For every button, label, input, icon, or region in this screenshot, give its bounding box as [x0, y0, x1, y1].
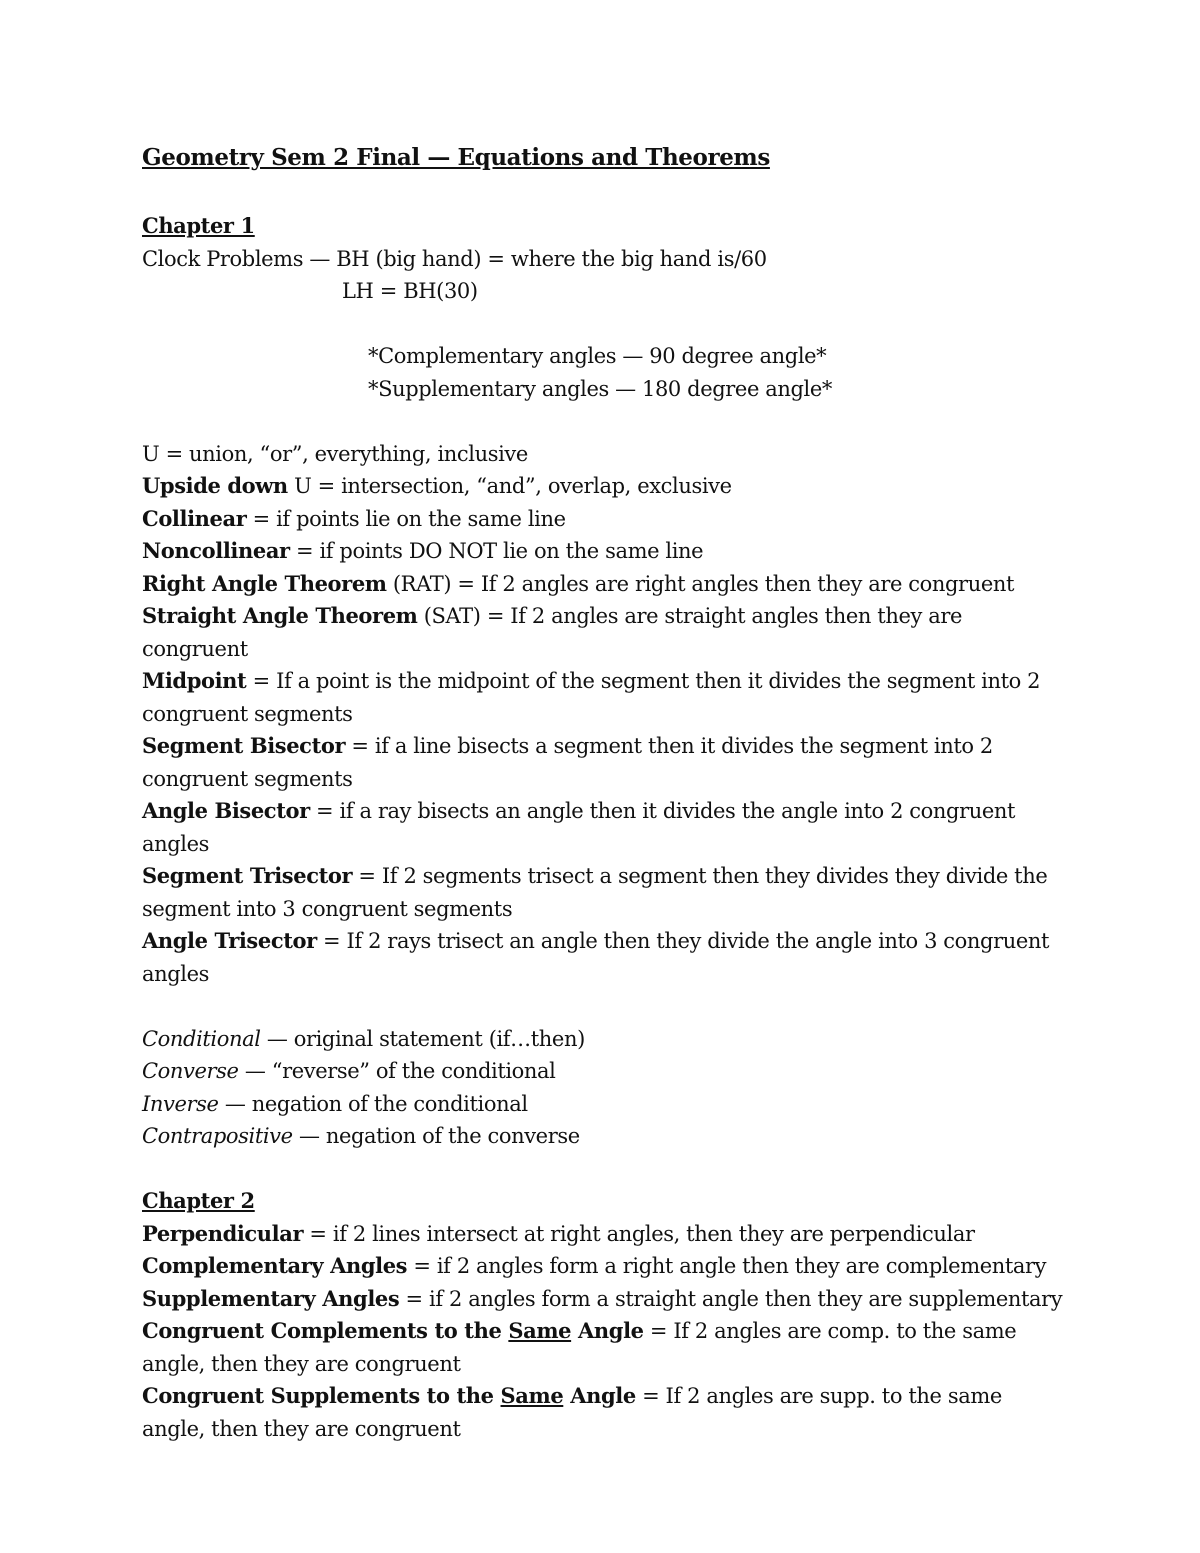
logic-text: — “reverse” of the conditional [238, 1059, 556, 1083]
term-label: Angle [571, 1318, 644, 1343]
clock-problems-line: Clock Problems — BH (big hand) = where the big hand is/60 [142, 246, 767, 271]
definition-text: = If 2 angles are comp. to the same angle, then they are congruent [142, 1319, 1017, 1376]
spacer [142, 178, 1067, 210]
definition-text: = if points lie on the same line [246, 506, 566, 531]
logic-inverse [142, 1088, 1067, 1121]
complementary-note: *Complementary angles — 90 degree angle* [368, 344, 827, 368]
term-label: Straight Angle Theorem [142, 603, 418, 628]
definition-right-angle-theorem [142, 568, 1067, 601]
definition-angle-trisector [142, 925, 1067, 990]
term-label: Segment Trisector [142, 863, 353, 888]
logic-term: Inverse [142, 1091, 219, 1116]
definition-congruent-complements [142, 1315, 1067, 1380]
term-label: Supplementary Angles [142, 1285, 400, 1311]
spacer [142, 1153, 1067, 1186]
supplementary-note: *Supplementary angles — 180 degree angle* [368, 376, 832, 401]
term-label: Complementary Angles [142, 1253, 408, 1278]
term-label: Angle Bisector [142, 798, 310, 823]
definition-noncollinear [142, 535, 1067, 568]
definition-text: (RAT) = If 2 angles are right angles then they are congruent [386, 571, 1015, 596]
term-emphasis: Same [500, 1383, 564, 1408]
definition-midpoint [142, 665, 1067, 730]
term-emphasis: Same [508, 1318, 572, 1343]
definition-text: = If a point is the midpoint of the segment then it divides the segment into 2 congruent segments [142, 669, 1041, 726]
term-label: Noncollinear [142, 538, 290, 563]
term-label: Angle Trisector [142, 928, 317, 953]
logic-converse [142, 1055, 1067, 1088]
term-label: Midpoint [142, 668, 247, 693]
term-label: Congruent Complements to the [142, 1318, 509, 1343]
definition-text: = if a ray bisects an angle then it divides the angle into 2 congruent angles [142, 799, 1016, 856]
definition-angle-bisector [142, 795, 1067, 860]
definition-text: = if a line bisects a segment then it divides the segment into 2 congruent segments [142, 734, 993, 791]
spacer [142, 308, 1067, 341]
definition-straight-angle-theorem [142, 600, 1067, 665]
definition-text: = If 2 segments trisect a segment then they divides they divide the segment into 3 congruent segments [142, 864, 1048, 921]
definition-segment-bisector [142, 730, 1067, 795]
chapter-1-heading: Chapter 1 [142, 213, 255, 238]
definition-text: = if points DO NOT lie on the same line [289, 539, 704, 563]
definition-supplementary-angles [142, 1283, 1067, 1316]
logic-term: Contrapositive [142, 1124, 293, 1148]
definition-text: = If 2 rays trisect an angle then they divide the angle into 3 congruent angles [142, 929, 1050, 986]
definition-text: = If 2 angles are supp. to the same angle, then they are congruent [142, 1384, 1002, 1441]
spacer [142, 990, 1067, 1023]
definition-perpendicular [142, 1218, 1067, 1251]
term-label: Congruent Supplements to the [142, 1383, 501, 1408]
definition-text: = if 2 lines intersect at right angles, then they are perpendicular [303, 1221, 975, 1246]
definition-text: = if 2 angles form a right angle then they are complementary [407, 1254, 1047, 1278]
term-label: Angle [563, 1383, 636, 1408]
chapter-2-heading: Chapter 2 [142, 1188, 255, 1213]
document-title: Geometry Sem 2 Final — Equations and Theorems [142, 144, 770, 171]
definition-segment-trisector [142, 860, 1067, 925]
term-label: Right Angle Theorem [142, 570, 387, 596]
logic-text: — original statement (if…then) [260, 1026, 585, 1051]
definition-collinear [142, 503, 1067, 536]
document-content [142, 138, 1067, 1445]
definition-text: U = intersection, “and”, overlap, exclusive [287, 474, 732, 498]
term-label: Collinear [142, 505, 247, 531]
term-label: Perpendicular [142, 1220, 304, 1246]
definition-complementary-angles [142, 1250, 1067, 1283]
logic-term: Converse [142, 1059, 239, 1083]
term-label: Upside down [142, 473, 288, 498]
definition-union: U = union, “or”, everything, inclusive [142, 441, 528, 466]
definition-text: = if 2 angles form a straight angle then they are supplementary [399, 1286, 1063, 1311]
spacer [142, 405, 1067, 438]
term-label: Segment Bisector [142, 733, 346, 758]
definition-intersection [142, 470, 1067, 503]
logic-text: — negation of the conditional [218, 1091, 528, 1116]
logic-text: — negation of the converse [292, 1124, 580, 1148]
definition-congruent-supplements [142, 1380, 1067, 1445]
logic-conditional [142, 1023, 1067, 1056]
lh-formula-line: LH = BH(30) [342, 279, 478, 303]
definition-text: (SAT) = If 2 angles are straight angles then they are congruent [142, 604, 962, 661]
logic-contrapositive [142, 1120, 1067, 1153]
logic-term: Conditional [142, 1026, 261, 1051]
